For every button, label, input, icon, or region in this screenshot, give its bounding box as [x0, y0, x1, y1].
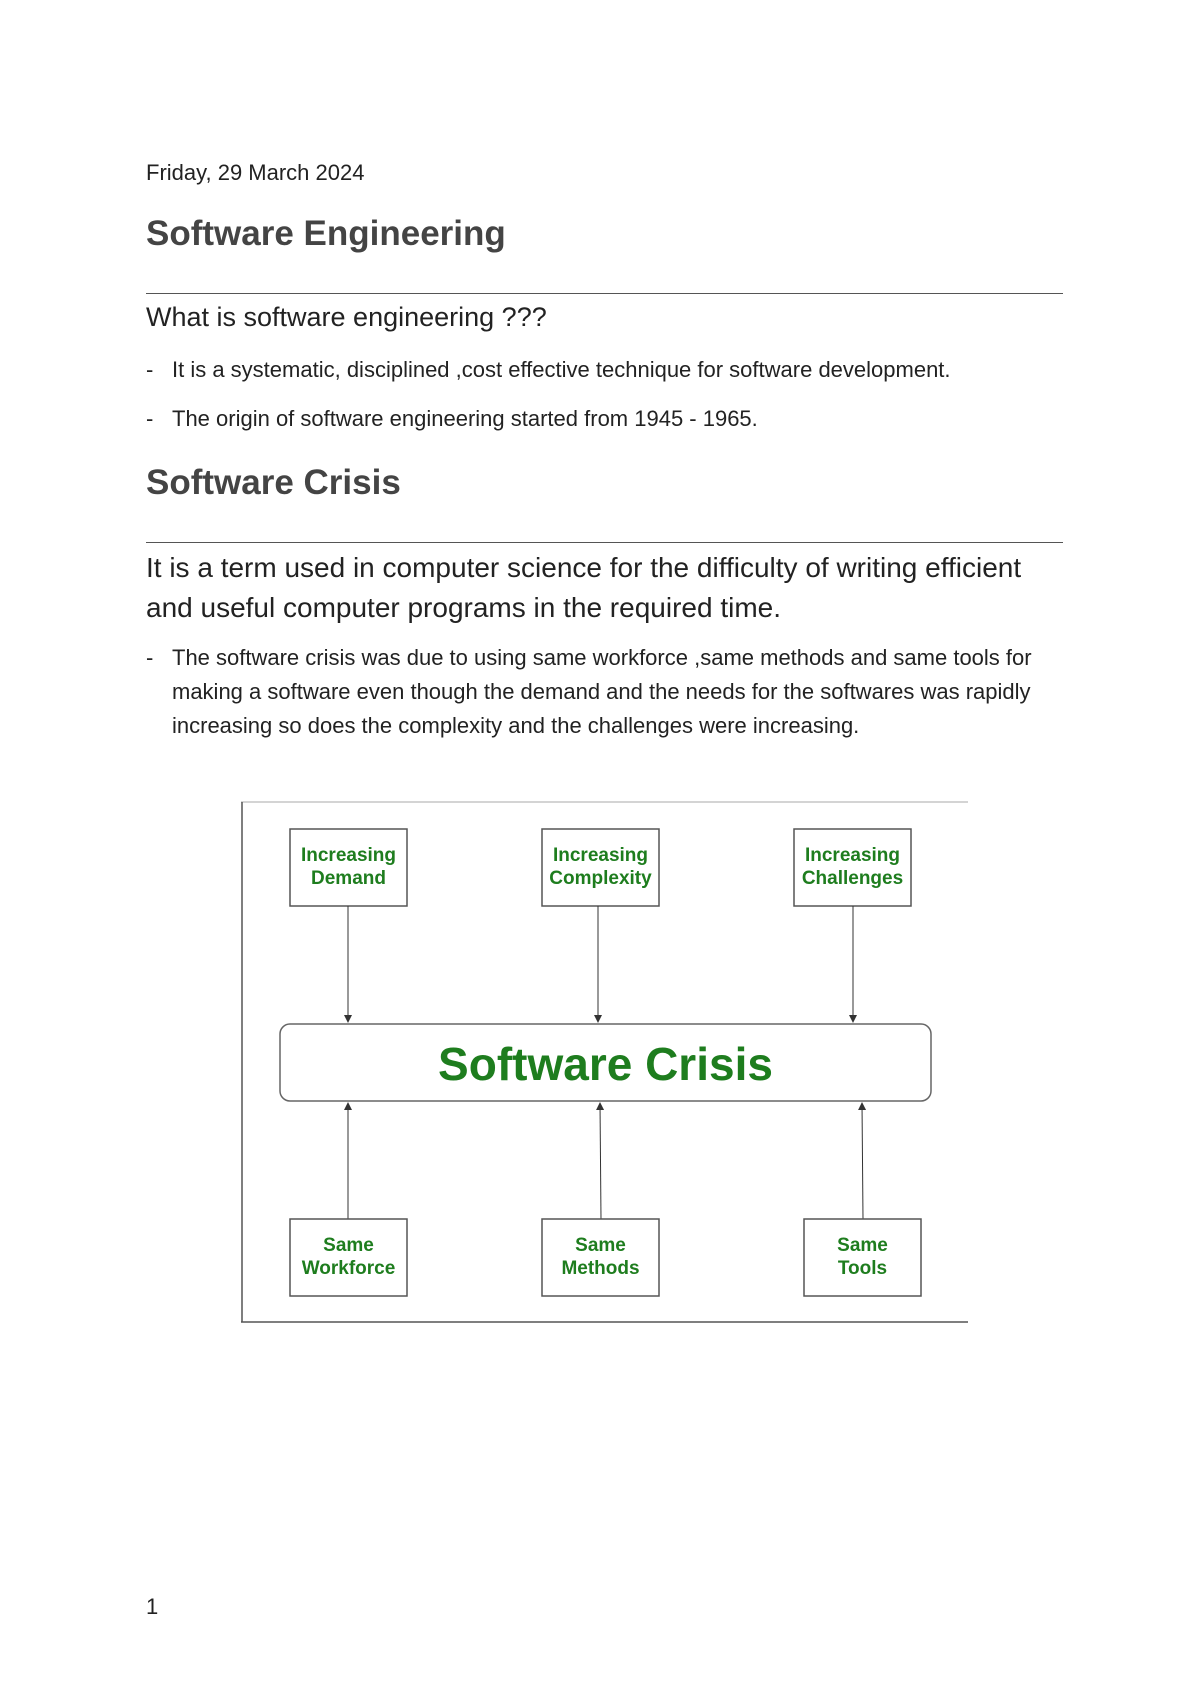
box-label-line1: Same [837, 1235, 888, 1256]
software-crisis-label: Software Crisis [438, 1038, 773, 1090]
software-crisis-diagram [241, 801, 968, 1323]
list-item-text: It is a systematic, disciplined ,cost effective technique for software development. [172, 357, 951, 382]
question-text: What is software engineering ??? [146, 302, 547, 332]
box-same-methods [542, 1219, 659, 1296]
bullet-dash: - [146, 645, 154, 670]
box-label-line1: Same [323, 1235, 374, 1256]
list-item [146, 641, 1064, 743]
section-title-software-crisis: Software Crisis [146, 463, 401, 502]
box-label-line2: Complexity [549, 868, 652, 889]
box-label-line2: Workforce [301, 1258, 396, 1279]
note-date: Friday, 29 March 2024 [146, 160, 365, 185]
section-title-software-engineering: Software Engineering [146, 214, 506, 253]
software-crisis-box [280, 1024, 931, 1101]
bullet-dash: - [146, 406, 154, 431]
definition-text: It is a term used in computer science for the difficulty of writing efficient and useful computer programs in the required time. [146, 552, 1022, 623]
list-item-text: The software crisis was due to using same workforce ,same methods and same tools for making a software even though the demand and the needs for the softwares was rapidly increasing so does the complexity and the challenges were increasing. [172, 645, 1032, 738]
box-label-line2: Challenges [801, 868, 904, 889]
section-divider [146, 293, 1063, 294]
section-divider [146, 542, 1063, 543]
box-label-line2: Tools [837, 1258, 888, 1279]
box-increasing-challenges [794, 829, 911, 906]
list-item-text: The origin of software engineering started from 1945 - 1965. [172, 406, 758, 431]
list-item [146, 353, 1066, 387]
bullet-dash: - [146, 357, 154, 382]
box-label-line1: Increasing [300, 845, 397, 866]
box-label-line1: Increasing [552, 845, 649, 866]
box-label-line1: Increasing [804, 845, 901, 866]
list-item [146, 402, 1066, 436]
page-number: 1 [146, 1594, 159, 1619]
arrow-tools-to-crisis [862, 1103, 863, 1219]
box-same-workforce [290, 1219, 407, 1296]
box-increasing-complexity [542, 829, 659, 906]
box-increasing-demand [290, 829, 407, 906]
arrow-methods-to-crisis [600, 1103, 601, 1219]
box-label-line2: Methods [561, 1258, 640, 1279]
box-label-line1: Same [575, 1235, 626, 1256]
box-same-tools [804, 1219, 921, 1296]
box-label-line2: Demand [311, 868, 386, 889]
